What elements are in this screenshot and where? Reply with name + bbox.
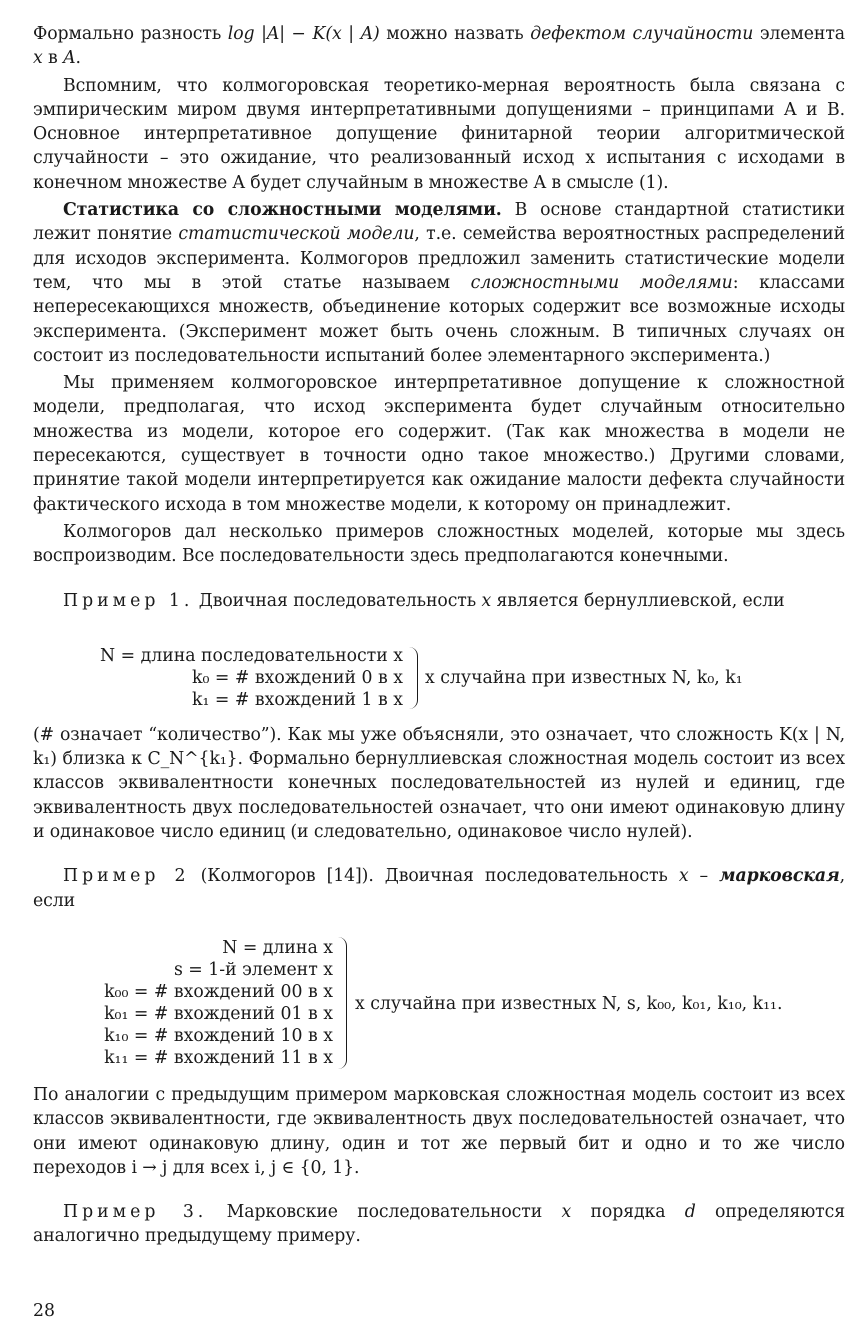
text: в — [42, 48, 64, 69]
text: : классами непересекающихся множеств, объединение которых содержит все возможные исходы эксперимента. (Эксперимент может быть очень сложным. В типичных случаях он состоит из последовательности испытаний более элементарного эксперимента.) — [33, 272, 845, 366]
condition-row: k₁₀ = # вхождений 10 в x — [104, 1025, 333, 1046]
right-brace — [338, 937, 347, 1069]
markov-display — [33, 913, 845, 1083]
bernoulli-conclusion: x случайна при известных N, k₀, k₁ — [425, 667, 743, 688]
condition-row: N = длина последовательности x — [99, 645, 403, 666]
text: Марковские последовательности — [207, 1202, 562, 1223]
markov-conditions — [33, 937, 333, 1069]
math-expression: log |A| − K(x | A) — [227, 24, 380, 44]
math-var: d — [684, 1202, 696, 1223]
text: является бернуллиевской, если — [491, 590, 785, 611]
condition-row: k₀ = # вхождений 0 в x — [192, 667, 403, 688]
text: Двоичная последовательность — [193, 590, 482, 611]
text: Формально разность — [33, 24, 228, 44]
example-2-intro — [33, 864, 845, 913]
section-heading: Статистика со сложностными моделями. — [63, 200, 502, 221]
example-heading: Пример 2 — [63, 866, 190, 887]
text: , т.е. семейства вероятностных распределений для исходов эксперимента. Колмогоров предложил заменить статистические модели тем, что мы в этой статье называем — [33, 224, 845, 293]
paragraph-apply: Мы применяем колмогоровское интерпретативное допущение к сложностной модели, предполагая, что исход эксперимента будет случайным относительно множества из модели, которое его содержит. (Так как множества в модели не пересекаются, существует в точности одно такое множество.) Другими словами, принятие такой модели интерпретируется как ожидание малости дефекта случайности фактического исхода в том множестве модели, к которому он принадлежит. — [33, 373, 845, 515]
math-var: x — [561, 1202, 572, 1223]
math-var: x — [33, 48, 43, 69]
text: определяются аналогично предыдущему примеру. — [33, 1202, 845, 1247]
page-number: 28 — [33, 1301, 55, 1321]
paragraph-bernoulli-explain: (# означает “количество”). Как мы уже объясняли, это означает, что сложность K(x | N, k₁) близка к C_N^{k₁}. Формально бернуллиевская сложностная модель состоит из всех классов эквивалентности конечных последовательностей из нулей и единиц, где эквивалентность двух последовательностей означает, что они имеют одинаковую длину и одинаковое число единиц (и следовательно, одинаковое число нулей). — [33, 724, 845, 843]
paragraph-markov-explain: По аналогии с предыдущим примером марковская сложностная модель состоит из всех классов эквивалентности, где эквивалентность двух последовательностей означает, что они имеют одинаковую длину, один и тот же первый бит и одно и то же число переходов i → j для всех i, j ∈ {0, 1}. — [33, 1084, 845, 1178]
emphasis-term: сложностными моделями — [470, 272, 733, 293]
bernoulli-conditions — [33, 645, 403, 711]
condition-row: N = длина x — [222, 937, 333, 958]
paragraph-defect — [33, 22, 845, 71]
bernoulli-display — [33, 613, 845, 723]
emphasis-term: марковская — [719, 866, 840, 887]
example-1-intro — [33, 589, 845, 613]
paragraph-examples-intro: Колмогоров дал несколько примеров сложностных моделей, которые мы здесь воспроизводим. Все последовательности здесь предполагаются конечными. — [33, 521, 845, 567]
math-var: x — [481, 590, 492, 611]
page-body — [33, 22, 845, 1249]
condition-row: s = 1-й элемент x — [173, 959, 333, 980]
paragraph-recall: Вспомним, что колмогоровская теоретико-мерная вероятность была связана с эмпирическим миром двумя интерпретативными допущениями – принципами A и B. Основное интерпретативное допущение финитарной теории алгоритмической случайности – это ожидание, что реализованный исход x испытания с исходами в конечном множестве A будет случайным в множестве A в смысле (1). — [33, 75, 845, 193]
example-heading: Пример 3. — [63, 1202, 208, 1223]
condition-row: k₀₀ = # вхождений 00 в x — [104, 981, 333, 1002]
right-brace — [409, 647, 418, 709]
text: можно назвать — [379, 24, 531, 44]
paragraph-statistics — [33, 198, 845, 368]
text: , если — [33, 866, 846, 911]
condition-row: k₀₁ = # вхождений 01 в x — [104, 1003, 333, 1024]
emphasis-term: дефектом случайности — [530, 24, 754, 44]
example-heading: Пример 1. — [63, 590, 194, 611]
condition-row: k₁₁ = # вхождений 11 в x — [104, 1047, 333, 1068]
markov-conclusion: x случайна при известных N, s, k₀₀, k₀₁, k₁₀, k₁₁. — [355, 993, 783, 1014]
text: порядка — [571, 1202, 685, 1223]
text: (Колмогоров [14]). Двоичная последовательность — [189, 866, 679, 887]
example-3 — [33, 1200, 845, 1249]
emphasis-term: статистической модели — [178, 224, 415, 245]
math-var: A — [63, 48, 76, 69]
text: элемента — [753, 24, 845, 44]
condition-row: k₁ = # вхождений 1 в x — [192, 689, 403, 710]
math-var: x — [678, 866, 689, 887]
text: – — [688, 866, 720, 887]
text: . — [75, 48, 81, 69]
text: В основе стандартной статистики лежит понятие — [33, 200, 845, 245]
